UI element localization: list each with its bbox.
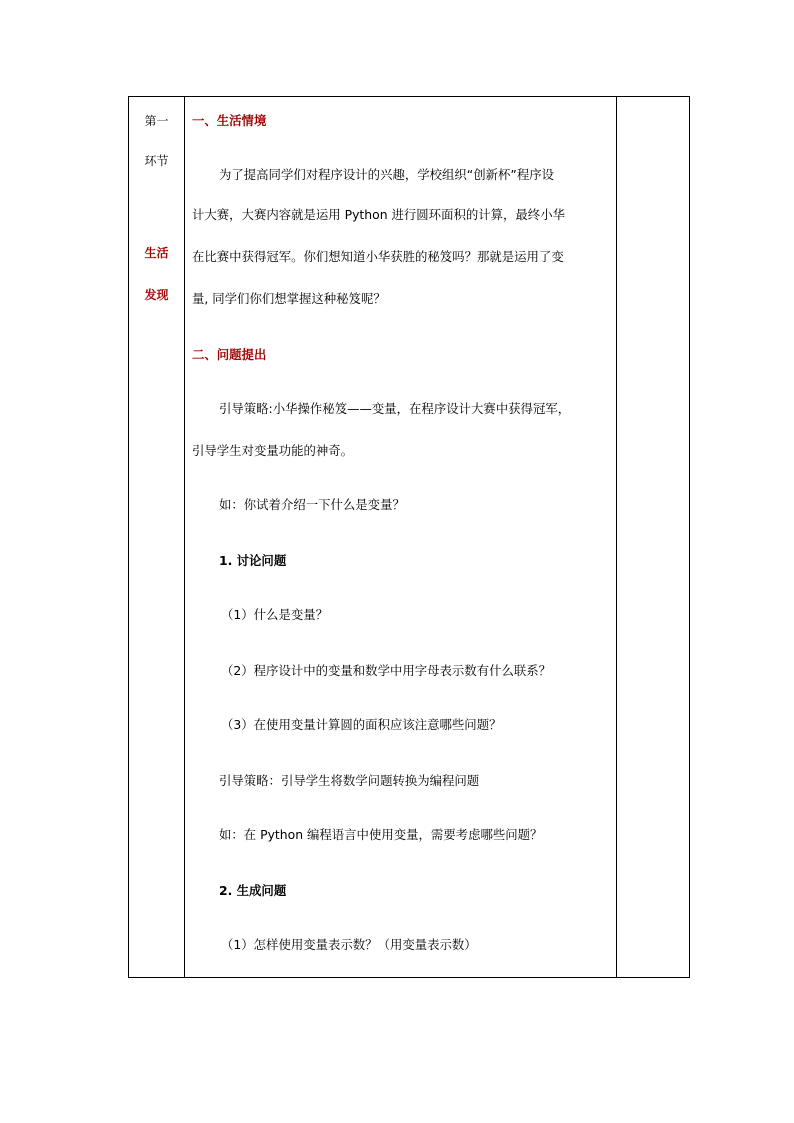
stage-cell <box>129 97 185 978</box>
sub1-item: （1）什么是变量？ <box>221 607 329 622</box>
table-row <box>129 97 690 978</box>
stage-label-line1: 第一 <box>144 114 169 128</box>
sub1-item: （2）程序设计中的变量和数学中用字母表示数有什么联系？ <box>221 663 552 678</box>
section2-example: 如：你试着介绍一下什么是变量？ <box>219 497 405 512</box>
section2-strategy-line: 引导策略:小华操作秘笈——变量，在程序设计大赛中获得冠军， <box>219 401 571 416</box>
notes-cell <box>617 97 690 978</box>
section2-example2: 如：在 Python 编程语言中使用变量，需要考虑哪些问题？ <box>219 827 543 842</box>
section2-strategy2: 引导策略：引导学生将数学问题转换为编程问题 <box>219 773 480 788</box>
section1-para-line: 计大赛，大赛内容就是运用 Python 进行圆环面积的计算，最终小华 <box>192 207 565 222</box>
content-cell <box>185 97 617 978</box>
stage-name-line2: 发现 <box>144 288 169 302</box>
sub1-heading: 1. 讨论问题 <box>219 553 287 568</box>
sub2-item: （1）怎样使用变量表示数？（用变量表示数） <box>221 937 477 952</box>
section1-para-line: 在比赛中获得冠军。你们想知道小华获胜的秘笈吗？那就是运用了变 <box>192 249 564 264</box>
sub2-heading: 2. 生成问题 <box>219 883 287 898</box>
section1-para-line: 量, 同学们你们想掌握这种秘笈呢？ <box>192 291 386 306</box>
sub1-item: （3）在使用变量计算圆的面积应该注意哪些问题？ <box>221 717 502 732</box>
section1-para-line: 为了提高同学们对程序设计的兴趣，学校组织“创新杯”程序设 <box>219 167 554 182</box>
stage-name-line1: 生活 <box>144 246 169 260</box>
lesson-table <box>128 96 690 978</box>
stage-label-line2: 环节 <box>144 154 169 168</box>
section2-heading: 二、问题提出 <box>192 347 267 362</box>
section1-heading: 一、生活情境 <box>192 113 267 128</box>
section2-strategy-line: 引导学生对变量功能的神奇。 <box>192 443 354 458</box>
